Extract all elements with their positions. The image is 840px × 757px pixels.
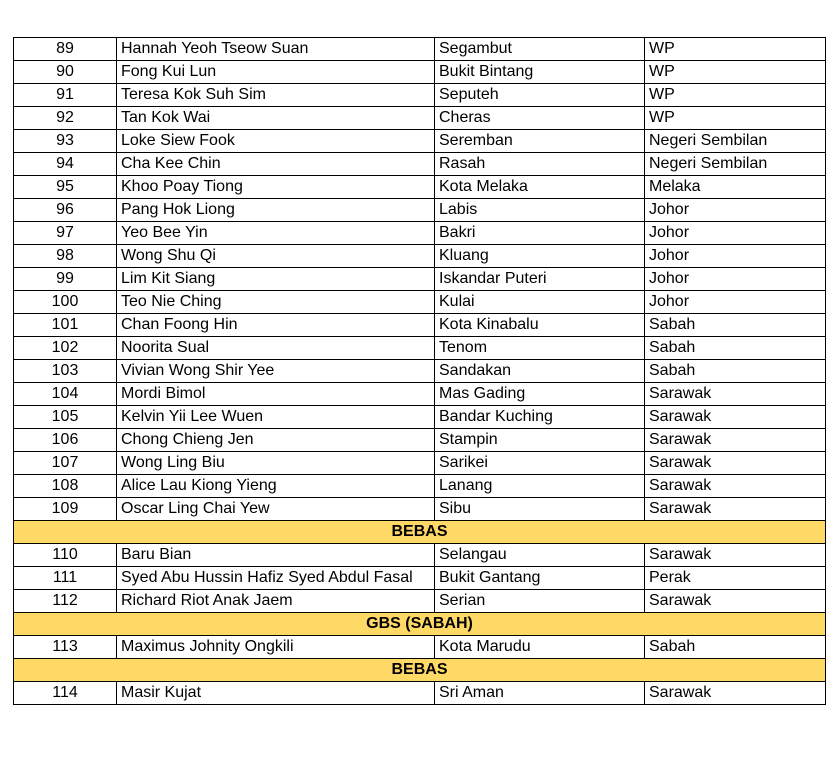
member-name-cell: Mordi Bimol (117, 383, 435, 406)
state-cell: Johor (645, 199, 826, 222)
constituency-cell: Kluang (435, 245, 645, 268)
table-row (14, 682, 826, 705)
table-row (14, 107, 826, 130)
state-cell: WP (645, 84, 826, 107)
member-name-cell: Wong Shu Qi (117, 245, 435, 268)
table-row (14, 360, 826, 383)
member-name-cell: Loke Siew Fook (117, 130, 435, 153)
state-cell: Johor (645, 245, 826, 268)
member-number-cell: 89 (14, 38, 117, 61)
state-cell: Sabah (645, 337, 826, 360)
state-cell: Negeri Sembilan (645, 130, 826, 153)
constituency-cell: Kulai (435, 291, 645, 314)
table-row (14, 337, 826, 360)
state-cell: Johor (645, 222, 826, 245)
member-number-cell: 114 (14, 682, 117, 705)
member-name-cell: Khoo Poay Tiong (117, 176, 435, 199)
member-name-cell: Kelvin Yii Lee Wuen (117, 406, 435, 429)
constituency-cell: Cheras (435, 107, 645, 130)
constituency-cell: Kota Kinabalu (435, 314, 645, 337)
table-row (14, 176, 826, 199)
member-name-cell: Wong Ling Biu (117, 452, 435, 475)
member-number-cell: 110 (14, 544, 117, 567)
table-row (14, 291, 826, 314)
member-name-cell: Chong Chieng Jen (117, 429, 435, 452)
member-name-cell: Teresa Kok Suh Sim (117, 84, 435, 107)
table-row (14, 61, 826, 84)
member-number-cell: 91 (14, 84, 117, 107)
table-row (14, 498, 826, 521)
state-cell: WP (645, 61, 826, 84)
member-number-cell: 104 (14, 383, 117, 406)
member-name-cell: Pang Hok Liong (117, 199, 435, 222)
state-cell: Negeri Sembilan (645, 153, 826, 176)
table-row (14, 383, 826, 406)
constituency-cell: Sandakan (435, 360, 645, 383)
state-cell: Sarawak (645, 498, 826, 521)
member-name-cell: Yeo Bee Yin (117, 222, 435, 245)
member-number-cell: 92 (14, 107, 117, 130)
member-number-cell: 90 (14, 61, 117, 84)
table-row (14, 245, 826, 268)
constituency-cell: Sri Aman (435, 682, 645, 705)
constituency-cell: Kota Marudu (435, 636, 645, 659)
state-cell: Sarawak (645, 682, 826, 705)
member-name-cell: Fong Kui Lun (117, 61, 435, 84)
state-cell: Sabah (645, 360, 826, 383)
constituency-cell: Mas Gading (435, 383, 645, 406)
table-row (14, 199, 826, 222)
table-row (14, 222, 826, 245)
member-number-cell: 112 (14, 590, 117, 613)
table-row (14, 84, 826, 107)
table-row (14, 590, 826, 613)
constituency-cell: Stampin (435, 429, 645, 452)
member-name-cell: Vivian Wong Shir Yee (117, 360, 435, 383)
constituency-cell: Seputeh (435, 84, 645, 107)
state-cell: WP (645, 38, 826, 61)
table-row (14, 38, 826, 61)
constituency-cell: Tenom (435, 337, 645, 360)
member-name-cell: Hannah Yeoh Tseow Suan (117, 38, 435, 61)
state-cell: Sarawak (645, 475, 826, 498)
state-cell: WP (645, 107, 826, 130)
table-row (14, 475, 826, 498)
state-cell: Johor (645, 291, 826, 314)
section-header-row (14, 613, 826, 636)
state-cell: Sarawak (645, 452, 826, 475)
constituency-cell: Sarikei (435, 452, 645, 475)
constituency-cell: Labis (435, 199, 645, 222)
member-number-cell: 113 (14, 636, 117, 659)
member-name-cell: Oscar Ling Chai Yew (117, 498, 435, 521)
member-number-cell: 93 (14, 130, 117, 153)
state-cell: Sarawak (645, 590, 826, 613)
constituency-cell: Rasah (435, 153, 645, 176)
member-number-cell: 100 (14, 291, 117, 314)
constituency-cell: Selangau (435, 544, 645, 567)
member-name-cell: Masir Kujat (117, 682, 435, 705)
table-row (14, 314, 826, 337)
section-label: BEBAS (14, 521, 826, 544)
member-name-cell: Chan Foong Hin (117, 314, 435, 337)
members-table-body (14, 38, 826, 705)
member-number-cell: 109 (14, 498, 117, 521)
member-number-cell: 101 (14, 314, 117, 337)
member-number-cell: 102 (14, 337, 117, 360)
section-header-row (14, 521, 826, 544)
member-number-cell: 111 (14, 567, 117, 590)
member-number-cell: 99 (14, 268, 117, 291)
constituency-cell: Kota Melaka (435, 176, 645, 199)
state-cell: Sarawak (645, 383, 826, 406)
member-name-cell: Cha Kee Chin (117, 153, 435, 176)
table-row (14, 130, 826, 153)
constituency-cell: Seremban (435, 130, 645, 153)
constituency-cell: Lanang (435, 475, 645, 498)
state-cell: Johor (645, 268, 826, 291)
state-cell: Sabah (645, 314, 826, 337)
state-cell: Sarawak (645, 544, 826, 567)
section-header-row (14, 659, 826, 682)
state-cell: Perak (645, 567, 826, 590)
constituency-cell: Bukit Gantang (435, 567, 645, 590)
member-name-cell: Lim Kit Siang (117, 268, 435, 291)
constituency-cell: Bandar Kuching (435, 406, 645, 429)
member-name-cell: Baru Bian (117, 544, 435, 567)
member-name-cell: Teo Nie Ching (117, 291, 435, 314)
table-row (14, 452, 826, 475)
table-row (14, 406, 826, 429)
table-row (14, 636, 826, 659)
state-cell: Sarawak (645, 406, 826, 429)
state-cell: Sarawak (645, 429, 826, 452)
table-row (14, 544, 826, 567)
section-label: BEBAS (14, 659, 826, 682)
section-label: GBS (SABAH) (14, 613, 826, 636)
member-number-cell: 108 (14, 475, 117, 498)
constituency-cell: Serian (435, 590, 645, 613)
member-number-cell: 96 (14, 199, 117, 222)
table-row (14, 429, 826, 452)
member-number-cell: 94 (14, 153, 117, 176)
members-table (13, 37, 826, 705)
member-number-cell: 106 (14, 429, 117, 452)
member-number-cell: 95 (14, 176, 117, 199)
member-number-cell: 98 (14, 245, 117, 268)
table-row (14, 153, 826, 176)
table-row (14, 567, 826, 590)
state-cell: Melaka (645, 176, 826, 199)
state-cell: Sabah (645, 636, 826, 659)
member-name-cell: Noorita Sual (117, 337, 435, 360)
member-number-cell: 103 (14, 360, 117, 383)
constituency-cell: Sibu (435, 498, 645, 521)
constituency-cell: Iskandar Puteri (435, 268, 645, 291)
member-number-cell: 105 (14, 406, 117, 429)
constituency-cell: Bukit Bintang (435, 61, 645, 84)
member-name-cell: Maximus Johnity Ongkili (117, 636, 435, 659)
table-row (14, 268, 826, 291)
member-number-cell: 107 (14, 452, 117, 475)
member-name-cell: Tan Kok Wai (117, 107, 435, 130)
member-name-cell: Alice Lau Kiong Yieng (117, 475, 435, 498)
constituency-cell: Bakri (435, 222, 645, 245)
member-number-cell: 97 (14, 222, 117, 245)
member-name-cell: Richard Riot Anak Jaem (117, 590, 435, 613)
constituency-cell: Segambut (435, 38, 645, 61)
member-name-cell: Syed Abu Hussin Hafiz Syed Abdul Fasal (117, 567, 435, 590)
